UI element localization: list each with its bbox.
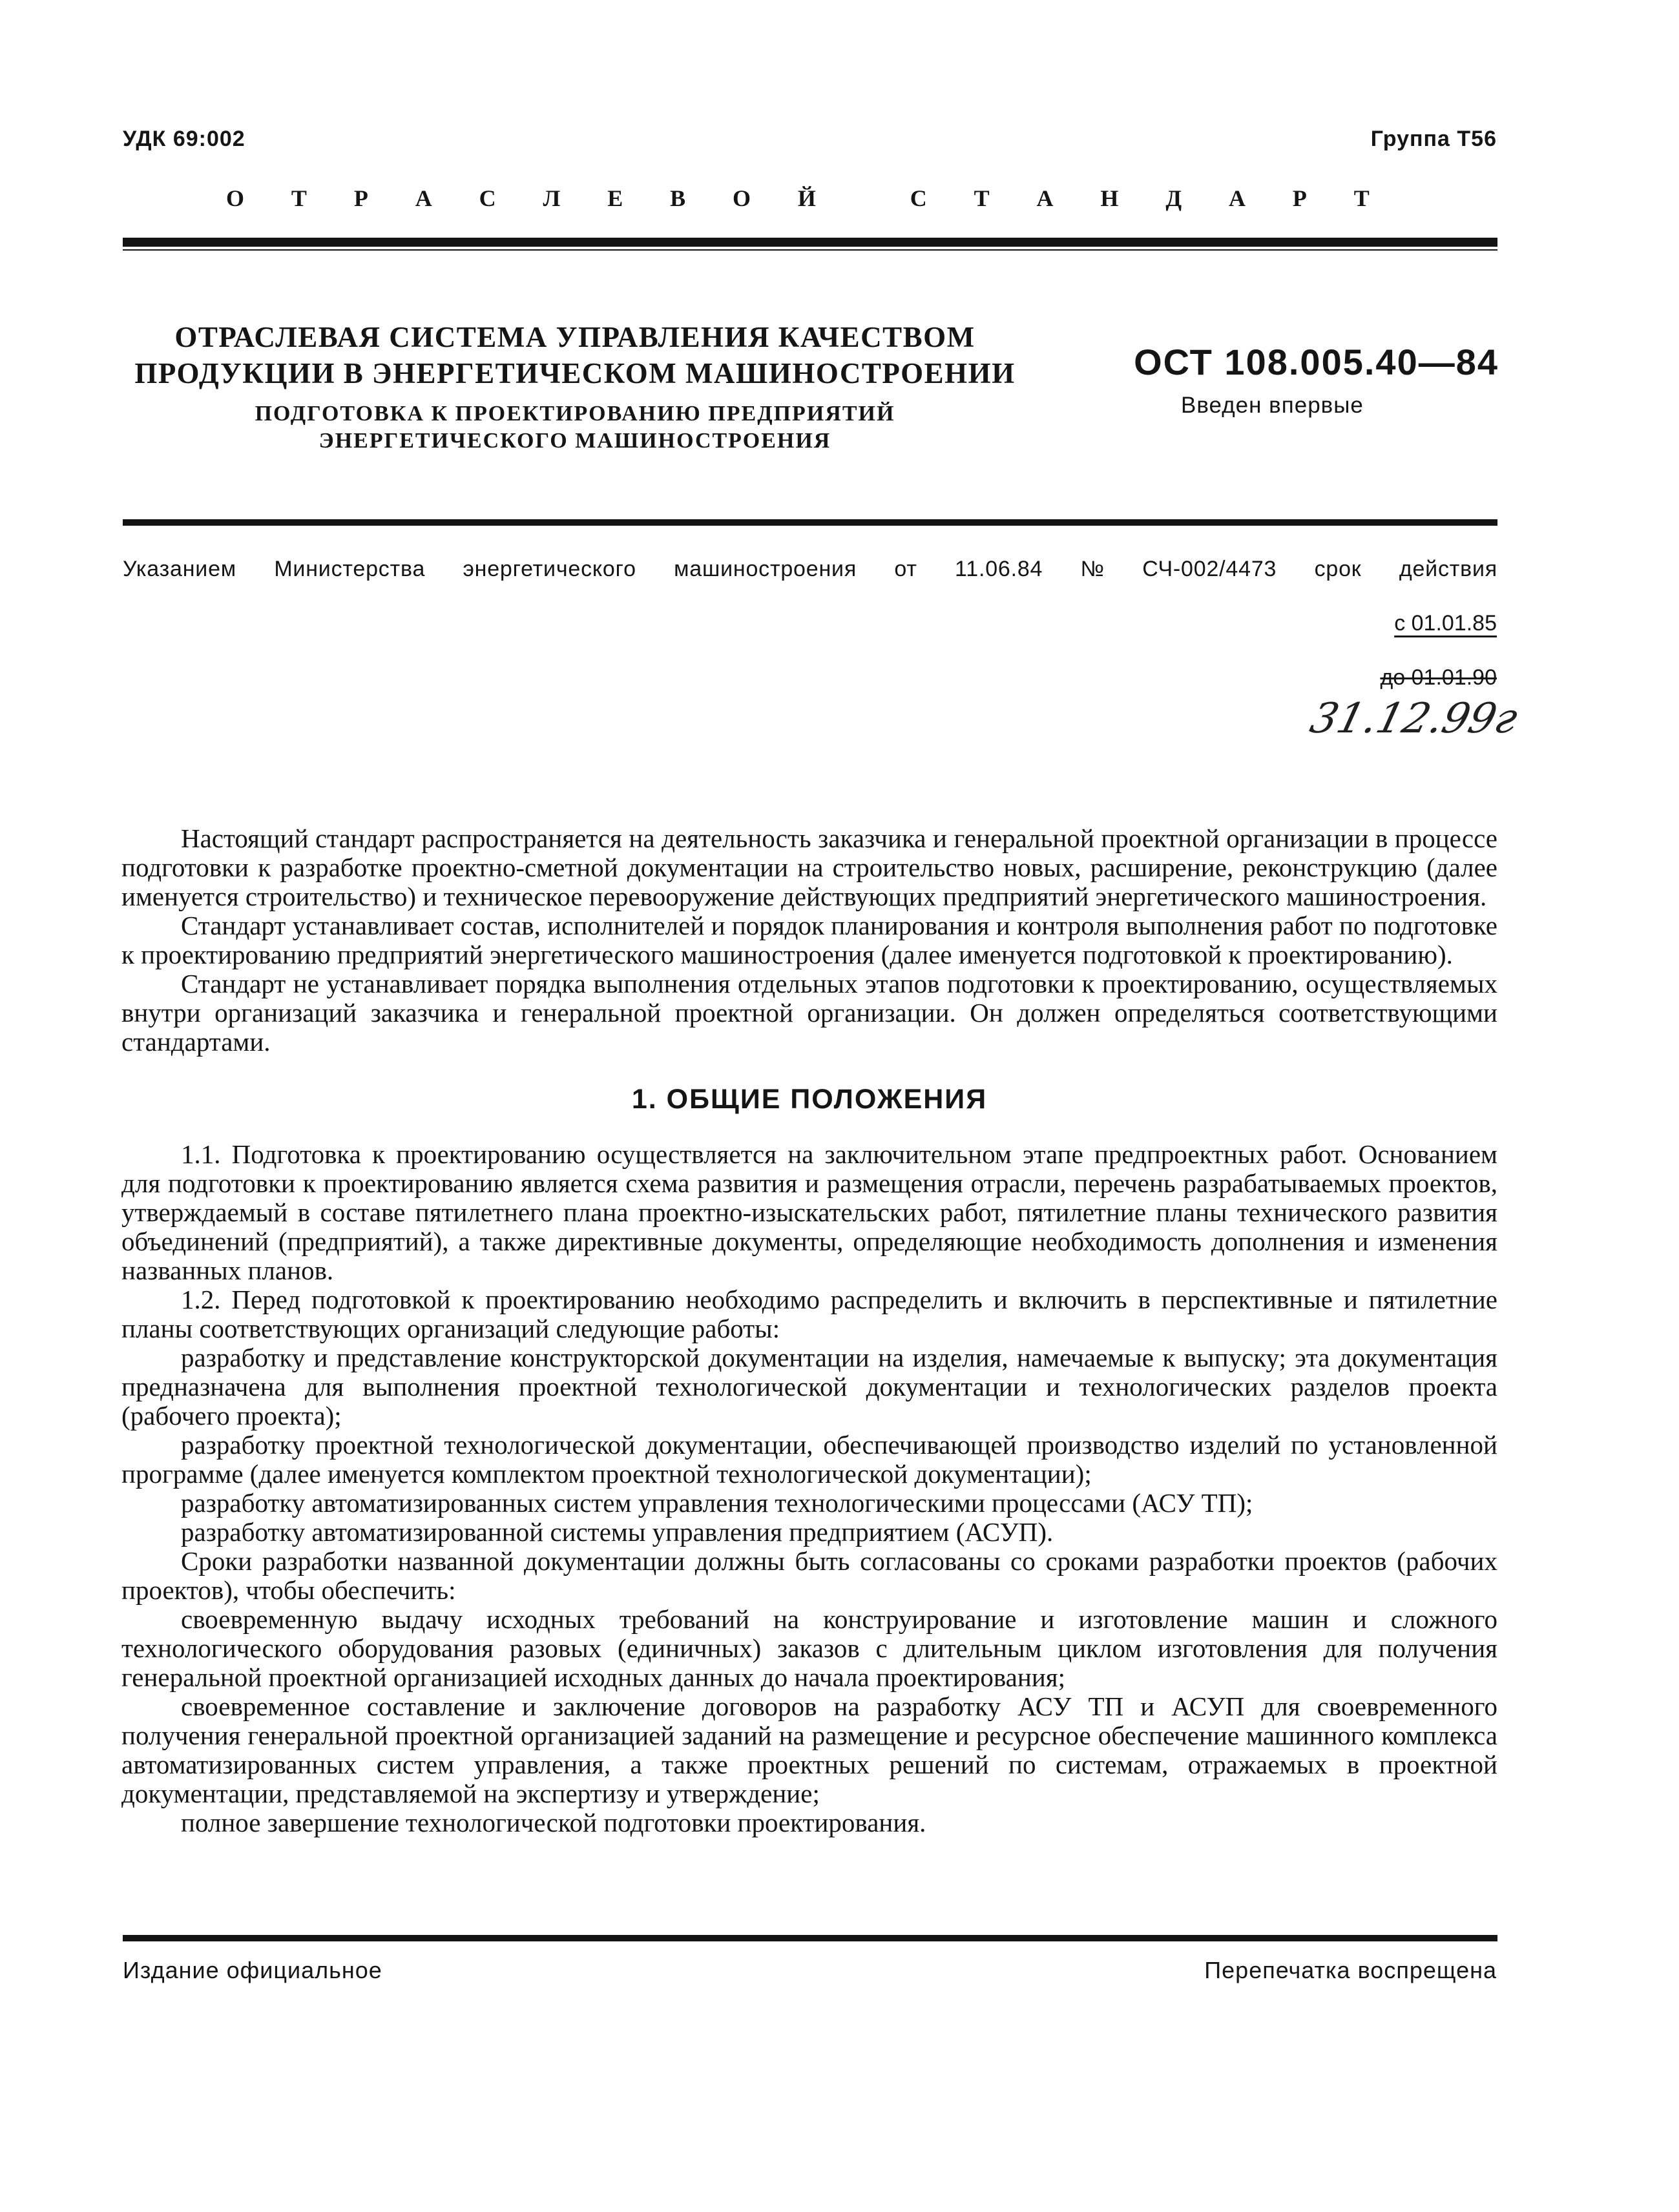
banner-letter: О (733, 185, 751, 211)
banner-letter: А (1228, 185, 1246, 211)
banner-letter: А (1036, 185, 1054, 211)
decree-word: машиностроения (674, 557, 857, 581)
validity-end-struck: до 01.01.90 (1380, 665, 1497, 690)
introduced-note: Введен впервые (1181, 393, 1364, 418)
section-heading: 1. ОБЩИЕ ПОЛОЖЕНИЯ (631, 1084, 988, 1115)
list-item: своевременную выдачу исходных требований на конструирование и изготовление машин и сложного технологического оборудования разовых (единичных) заказов с длительным циклом изготовления для получения генеральной проектной организацией исходных данных до начала проектирования; (121, 1604, 1497, 1692)
banner-letter: Т (974, 185, 990, 211)
banner-letter: Й (797, 185, 816, 211)
standard-banner (226, 185, 1370, 212)
subtitle-line: ПОДГОТОВКА К ПРОЕКТИРОВАНИЮ ПРЕДПРИЯТИЙ (255, 402, 895, 426)
list-item: своевременное составление и заключение договоров на разработку АСУ ТП и АСУП для своевременного получения генеральной проектной организацией заданий на размещение и ресурсное обеспечение машинного комплекса автоматизированных систем управления, а также проектных решений по системам, отражаемых в проектной документации, представляемой на экспертизу и утверждение; (121, 1691, 1497, 1808)
list-item: разработку автоматизированных систем управления технологическими процессами (АСУ ТП); (181, 1488, 1253, 1518)
document-body (121, 824, 1497, 1837)
decree-word: № (1080, 557, 1105, 581)
validity-end-handwritten: 31.12.99г (1305, 695, 1523, 743)
list-item: разработку и представление конструкторской документации на изделия, намечаемые к выпуску; эта документация предназначена для выполнения проектной технологической документации и технологических разделов проекта (рабочего проекта); (121, 1343, 1497, 1431)
decree-word: СЧ-002/4473 (1142, 557, 1277, 581)
decree-word: энергетического (463, 557, 636, 581)
list-item: разработку автоматизированной системы управления предприятием (АСУП). (181, 1517, 1054, 1547)
udk-code: УДК 69:002 (123, 127, 245, 151)
subtitle-line: ЭНЕРГЕТИЧЕСКОГО МАШИНОСТРОЕНИЯ (318, 429, 831, 453)
banner-letter: Л (543, 185, 561, 211)
decree-word: от (894, 557, 917, 581)
footer-reprint-notice: Перепечатка воспрещена (1204, 1957, 1497, 1983)
banner-letter: Д (1165, 185, 1182, 211)
banner-letter: С (479, 185, 496, 211)
banner-letter: Н (1100, 185, 1119, 211)
banner-letter: Р (353, 185, 368, 211)
validity-start: с 01.01.85 (1394, 611, 1497, 636)
footer-divider (123, 1935, 1497, 1941)
document-subtitle (233, 400, 917, 455)
document-title (129, 319, 1021, 391)
header-divider-thin (123, 249, 1497, 251)
decree-word: срок (1314, 557, 1362, 581)
title-divider (123, 519, 1497, 526)
group-code: Группа Т56 (1370, 127, 1497, 151)
decree-word: действия (1399, 557, 1497, 581)
decree-word: Министерства (274, 557, 426, 581)
title-line: ОТРАСЛЕВАЯ СИСТЕМА УПРАВЛЕНИЯ КАЧЕСТВОМ (174, 321, 975, 353)
intro-paragraph: Настоящий стандарт распространяется на деятельность заказчика и генеральной проектной организации в процессе подготовки к разработке проектно-сметной документации на строительство новых, расширение, реконструкцию (далее именуется строительство) и техническое перевооружение действующих предприятий энергетического машиностроения. (121, 823, 1497, 911)
list-item: разработку проектной технологической документации, обеспечивающей производство изделий по установленной программе (далее именуется комплектом проектной технологической документации); (121, 1430, 1497, 1489)
header-divider (123, 238, 1497, 247)
ost-number: ОСТ 108.005.40—84 (1134, 342, 1499, 382)
title-line: ПРОДУКЦИИ В ЭНЕРГЕТИЧЕСКОМ МАШИНОСТРОЕНИИ (134, 357, 1016, 389)
banner-letter: Р (1292, 185, 1307, 211)
banner-letter: Т (1353, 185, 1370, 211)
banner-letter: А (415, 185, 432, 211)
banner-letter: В (670, 185, 686, 211)
footer-edition: Издание официальное (123, 1957, 382, 1983)
banner-letter: С (910, 185, 927, 211)
decree-word: 11.06.84 (955, 557, 1043, 581)
decree-line (123, 557, 1497, 582)
intro-paragraph: Стандарт не устанавливает порядка выполнения отдельных этапов подготовки к проектированию, осуществляемых внутри организаций заказчика и генеральной проектной организации. Он должен определяться соответствующими стандартами. (121, 969, 1497, 1057)
section-paragraph: Сроки разработки названной документации должны быть согласованы со сроками разработки проектов (рабочих проектов), чтобы обеспечить: (121, 1546, 1497, 1605)
decree-word: Указанием (123, 557, 236, 581)
banner-letter: Е (607, 185, 623, 211)
list-item: полное завершение технологической подготовки проектирования. (181, 1808, 926, 1837)
intro-paragraph: Стандарт устанавливает состав, исполнителей и порядок планирования и контроля выполнения работ по подготовке к проектированию предприятий энергетического машиностроения (далее именуется подготовкой к проектированию). (121, 911, 1497, 969)
section-paragraph: 1.1. Подготовка к проектированию осуществляется на заключительном этапе предпроектных работ. Основанием для подготовки к проектированию является схема развития и размещения отрасли, перечень разрабатываемых проектов, утверждаемый в составе пятилетнего плана проектно-изыскательских работ, пятилетние планы технического развития объединений (предприятий), а также директивные документы, определяющие необходимость дополнения и изменения названных планов. (121, 1139, 1497, 1285)
banner-letter: О (226, 185, 245, 211)
section-paragraph: 1.2. Перед подготовкой к проектированию необходимо распределить и включить в перспективные и пятилетние планы соответствующих организаций следующие работы: (121, 1285, 1497, 1343)
banner-letter: Т (291, 185, 307, 211)
